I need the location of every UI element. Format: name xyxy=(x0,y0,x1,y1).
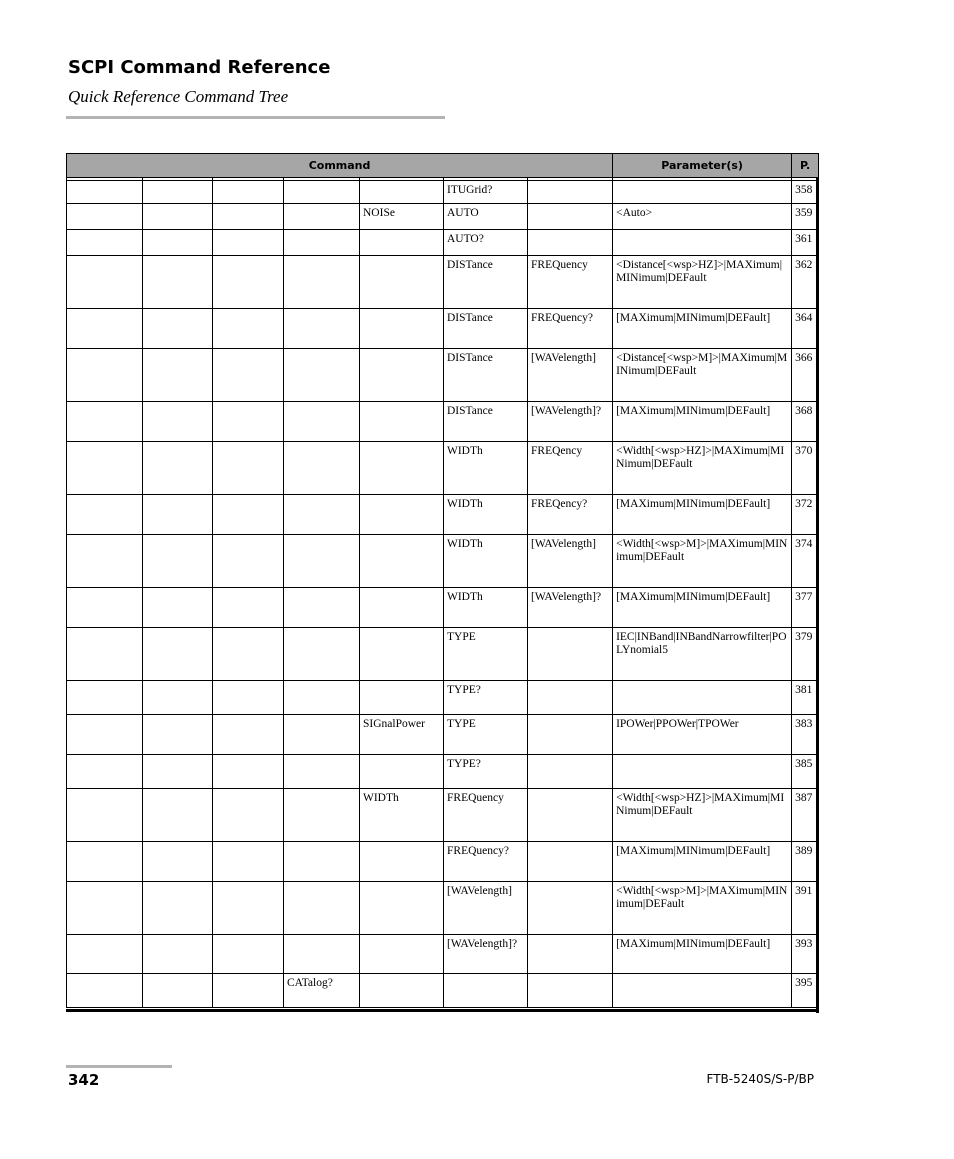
page-column-header: P. xyxy=(792,154,819,178)
page-cell: 383 xyxy=(792,715,819,755)
command-level-6: DISTance xyxy=(444,402,528,442)
command-level-4 xyxy=(284,256,360,309)
command-level-1 xyxy=(67,442,143,495)
command-level-5 xyxy=(360,535,444,588)
document-model: FTB-5240S/S-P/BP xyxy=(706,1072,814,1086)
command-level-3 xyxy=(213,681,284,715)
command-level-6: WIDTh xyxy=(444,442,528,495)
command-level-2 xyxy=(143,789,213,842)
command-level-5 xyxy=(360,882,444,935)
command-level-1 xyxy=(67,309,143,349)
command-level-2 xyxy=(143,882,213,935)
page-cell: 381 xyxy=(792,681,819,715)
parameters-cell xyxy=(613,681,792,715)
parameters-cell: [MAXimum|MINimum|DEFault] xyxy=(613,495,792,535)
page-cell: 387 xyxy=(792,789,819,842)
command-level-5 xyxy=(360,256,444,309)
command-level-3 xyxy=(213,755,284,789)
table-row xyxy=(67,882,819,935)
parameters-cell: [MAXimum|MINimum|DEFault] xyxy=(613,309,792,349)
page-cell: 362 xyxy=(792,256,819,309)
command-level-5: WIDTh xyxy=(360,789,444,842)
command-level-1 xyxy=(67,230,143,256)
command-level-7 xyxy=(528,681,613,715)
command-level-3 xyxy=(213,715,284,755)
table-row xyxy=(67,402,819,442)
command-level-2 xyxy=(143,588,213,628)
table-row xyxy=(67,628,819,681)
command-level-5 xyxy=(360,495,444,535)
table-row xyxy=(67,256,819,309)
command-level-6: DISTance xyxy=(444,349,528,402)
table-row xyxy=(67,181,819,204)
command-level-7: [WAVelength]? xyxy=(528,402,613,442)
command-level-5 xyxy=(360,755,444,789)
command-level-1 xyxy=(67,974,143,1008)
page-cell: 385 xyxy=(792,755,819,789)
table-row xyxy=(67,309,819,349)
parameters-cell: IEC|INBand|INBandNarrowfilter|POLYnomial5 xyxy=(613,628,792,681)
command-level-4 xyxy=(284,309,360,349)
command-level-3 xyxy=(213,789,284,842)
table-row xyxy=(67,789,819,842)
page-cell: 372 xyxy=(792,495,819,535)
command-level-4 xyxy=(284,882,360,935)
command-level-7: FREQency xyxy=(528,442,613,495)
command-level-6: WIDTh xyxy=(444,535,528,588)
command-level-4 xyxy=(284,230,360,256)
command-level-7: FREQuency? xyxy=(528,309,613,349)
command-level-1 xyxy=(67,402,143,442)
page-cell: 391 xyxy=(792,882,819,935)
command-level-2 xyxy=(143,349,213,402)
command-level-4 xyxy=(284,535,360,588)
page-cell: 368 xyxy=(792,402,819,442)
page-cell: 389 xyxy=(792,842,819,882)
command-level-4 xyxy=(284,789,360,842)
command-level-7 xyxy=(528,842,613,882)
command-level-4 xyxy=(284,755,360,789)
command-level-5 xyxy=(360,442,444,495)
command-level-6: WIDTh xyxy=(444,588,528,628)
command-level-5 xyxy=(360,181,444,204)
command-level-1 xyxy=(67,588,143,628)
command-level-2 xyxy=(143,681,213,715)
command-level-1 xyxy=(67,535,143,588)
command-level-6: DISTance xyxy=(444,309,528,349)
command-level-1 xyxy=(67,681,143,715)
command-level-5 xyxy=(360,974,444,1008)
page-cell: 379 xyxy=(792,628,819,681)
command-level-2 xyxy=(143,309,213,349)
command-level-6: [WAVelength] xyxy=(444,882,528,935)
command-level-1 xyxy=(67,715,143,755)
page-cell: 366 xyxy=(792,349,819,402)
command-level-1 xyxy=(67,882,143,935)
command-level-6: TYPE xyxy=(444,628,528,681)
command-level-5 xyxy=(360,309,444,349)
section-title: SCPI Command Reference xyxy=(68,57,331,78)
page-cell: 395 xyxy=(792,974,819,1008)
footer-rule xyxy=(66,1065,172,1068)
command-column-header: Command xyxy=(67,154,613,178)
command-level-4 xyxy=(284,349,360,402)
command-level-1 xyxy=(67,204,143,230)
parameters-cell: [MAXimum|MINimum|DEFault] xyxy=(613,588,792,628)
parameters-cell xyxy=(613,974,792,1008)
command-level-3 xyxy=(213,588,284,628)
command-level-7 xyxy=(528,974,613,1008)
command-level-7 xyxy=(528,181,613,204)
command-level-7: FREQuency xyxy=(528,256,613,309)
command-level-1 xyxy=(67,755,143,789)
command-level-2 xyxy=(143,842,213,882)
command-level-4 xyxy=(284,442,360,495)
command-level-6: TYPE? xyxy=(444,755,528,789)
command-level-7 xyxy=(528,882,613,935)
command-level-1 xyxy=(67,495,143,535)
command-level-4 xyxy=(284,204,360,230)
command-level-4 xyxy=(284,402,360,442)
parameters-column-header: Parameter(s) xyxy=(613,154,792,178)
command-level-4 xyxy=(284,842,360,882)
table-body xyxy=(67,178,819,1008)
command-level-1 xyxy=(67,842,143,882)
command-level-6: TYPE xyxy=(444,715,528,755)
command-tree-table xyxy=(66,153,819,1008)
command-level-4 xyxy=(284,681,360,715)
parameters-cell: <Width[<wsp>HZ]>|MAXimum|MINimum|DEFault xyxy=(613,789,792,842)
command-level-6: AUTO xyxy=(444,204,528,230)
command-level-7 xyxy=(528,755,613,789)
command-level-5 xyxy=(360,349,444,402)
parameters-cell: <Width[<wsp>HZ]>|MAXimum|MINimum|DEFault xyxy=(613,442,792,495)
command-level-6: WIDTh xyxy=(444,495,528,535)
command-level-1 xyxy=(67,181,143,204)
command-level-1 xyxy=(67,349,143,402)
command-level-7: FREQency? xyxy=(528,495,613,535)
command-level-7 xyxy=(528,230,613,256)
command-level-7: [WAVelength] xyxy=(528,349,613,402)
command-level-3 xyxy=(213,935,284,974)
table-row xyxy=(67,842,819,882)
command-level-4 xyxy=(284,935,360,974)
parameters-cell: <Width[<wsp>M]>|MAXimum|MINimum|DEFault xyxy=(613,535,792,588)
command-level-1 xyxy=(67,628,143,681)
command-level-5 xyxy=(360,842,444,882)
command-level-4: CATalog? xyxy=(284,974,360,1008)
command-level-7: [WAVelength]? xyxy=(528,588,613,628)
command-level-1 xyxy=(67,256,143,309)
table-header-row xyxy=(67,154,819,178)
command-level-3 xyxy=(213,882,284,935)
parameters-cell: IPOWer|PPOWer|TPOWer xyxy=(613,715,792,755)
command-level-1 xyxy=(67,935,143,974)
command-level-5 xyxy=(360,935,444,974)
page-cell: 377 xyxy=(792,588,819,628)
command-level-3 xyxy=(213,309,284,349)
command-level-2 xyxy=(143,715,213,755)
command-level-3 xyxy=(213,256,284,309)
table-row xyxy=(67,974,819,1008)
command-level-4 xyxy=(284,181,360,204)
command-level-6: ITUGrid? xyxy=(444,181,528,204)
command-level-3 xyxy=(213,495,284,535)
command-level-3 xyxy=(213,974,284,1008)
command-level-4 xyxy=(284,715,360,755)
page-cell: 364 xyxy=(792,309,819,349)
command-level-7 xyxy=(528,935,613,974)
command-level-5 xyxy=(360,628,444,681)
command-level-5 xyxy=(360,402,444,442)
command-level-6: [WAVelength]? xyxy=(444,935,528,974)
command-level-2 xyxy=(143,495,213,535)
command-level-2 xyxy=(143,974,213,1008)
command-level-7 xyxy=(528,715,613,755)
command-level-5: NOISe xyxy=(360,204,444,230)
command-level-6 xyxy=(444,974,528,1008)
table-row xyxy=(67,681,819,715)
command-level-2 xyxy=(143,402,213,442)
parameters-cell: <Width[<wsp>M]>|MAXimum|MINimum|DEFault xyxy=(613,882,792,935)
page-cell: 358 xyxy=(792,181,819,204)
command-level-6: DISTance xyxy=(444,256,528,309)
section-subtitle: Quick Reference Command Tree xyxy=(68,87,289,106)
command-level-3 xyxy=(213,628,284,681)
command-level-2 xyxy=(143,204,213,230)
command-level-2 xyxy=(143,935,213,974)
command-level-2 xyxy=(143,230,213,256)
table-row xyxy=(67,588,819,628)
parameters-cell: [MAXimum|MINimum|DEFault] xyxy=(613,402,792,442)
page-cell: 393 xyxy=(792,935,819,974)
command-level-3 xyxy=(213,230,284,256)
parameters-cell xyxy=(613,181,792,204)
command-level-2 xyxy=(143,628,213,681)
parameters-cell: <Auto> xyxy=(613,204,792,230)
command-level-7: [WAVelength] xyxy=(528,535,613,588)
command-level-6: FREQuency? xyxy=(444,842,528,882)
table-row xyxy=(67,230,819,256)
command-level-5 xyxy=(360,230,444,256)
command-level-2 xyxy=(143,256,213,309)
command-level-2 xyxy=(143,442,213,495)
command-level-1 xyxy=(67,789,143,842)
parameters-cell xyxy=(613,755,792,789)
command-level-7 xyxy=(528,204,613,230)
command-level-2 xyxy=(143,181,213,204)
command-level-2 xyxy=(143,535,213,588)
command-level-5 xyxy=(360,681,444,715)
command-level-7 xyxy=(528,628,613,681)
command-level-3 xyxy=(213,442,284,495)
command-level-4 xyxy=(284,495,360,535)
command-level-3 xyxy=(213,842,284,882)
parameters-cell: [MAXimum|MINimum|DEFault] xyxy=(613,842,792,882)
command-level-3 xyxy=(213,204,284,230)
page-cell: 359 xyxy=(792,204,819,230)
command-level-6: AUTO? xyxy=(444,230,528,256)
command-level-6: TYPE? xyxy=(444,681,528,715)
command-level-3 xyxy=(213,349,284,402)
header-rule xyxy=(66,116,445,119)
table-row xyxy=(67,442,819,495)
command-level-2 xyxy=(143,755,213,789)
parameters-cell: <Distance[<wsp>M]>|MAXimum|MINimum|DEFault xyxy=(613,349,792,402)
command-level-4 xyxy=(284,588,360,628)
table-row xyxy=(67,349,819,402)
page-cell: 361 xyxy=(792,230,819,256)
parameters-cell: <Distance[<wsp>HZ]>|MAXimum|MINimum|DEFault xyxy=(613,256,792,309)
command-level-3 xyxy=(213,402,284,442)
table-row xyxy=(67,495,819,535)
table-row xyxy=(67,755,819,789)
page-number: 342 xyxy=(68,1071,100,1089)
parameters-cell xyxy=(613,230,792,256)
table-row xyxy=(67,204,819,230)
parameters-cell: [MAXimum|MINimum|DEFault] xyxy=(613,935,792,974)
command-level-4 xyxy=(284,628,360,681)
command-level-5 xyxy=(360,588,444,628)
page-cell: 374 xyxy=(792,535,819,588)
table-row xyxy=(67,935,819,974)
page-cell: 370 xyxy=(792,442,819,495)
command-level-7 xyxy=(528,789,613,842)
command-level-5: SIGnalPower xyxy=(360,715,444,755)
command-level-3 xyxy=(213,535,284,588)
command-level-3 xyxy=(213,181,284,204)
table-row xyxy=(67,535,819,588)
table-row xyxy=(67,715,819,755)
table-shadow-bottom xyxy=(66,1009,819,1012)
command-level-6: FREQuency xyxy=(444,789,528,842)
